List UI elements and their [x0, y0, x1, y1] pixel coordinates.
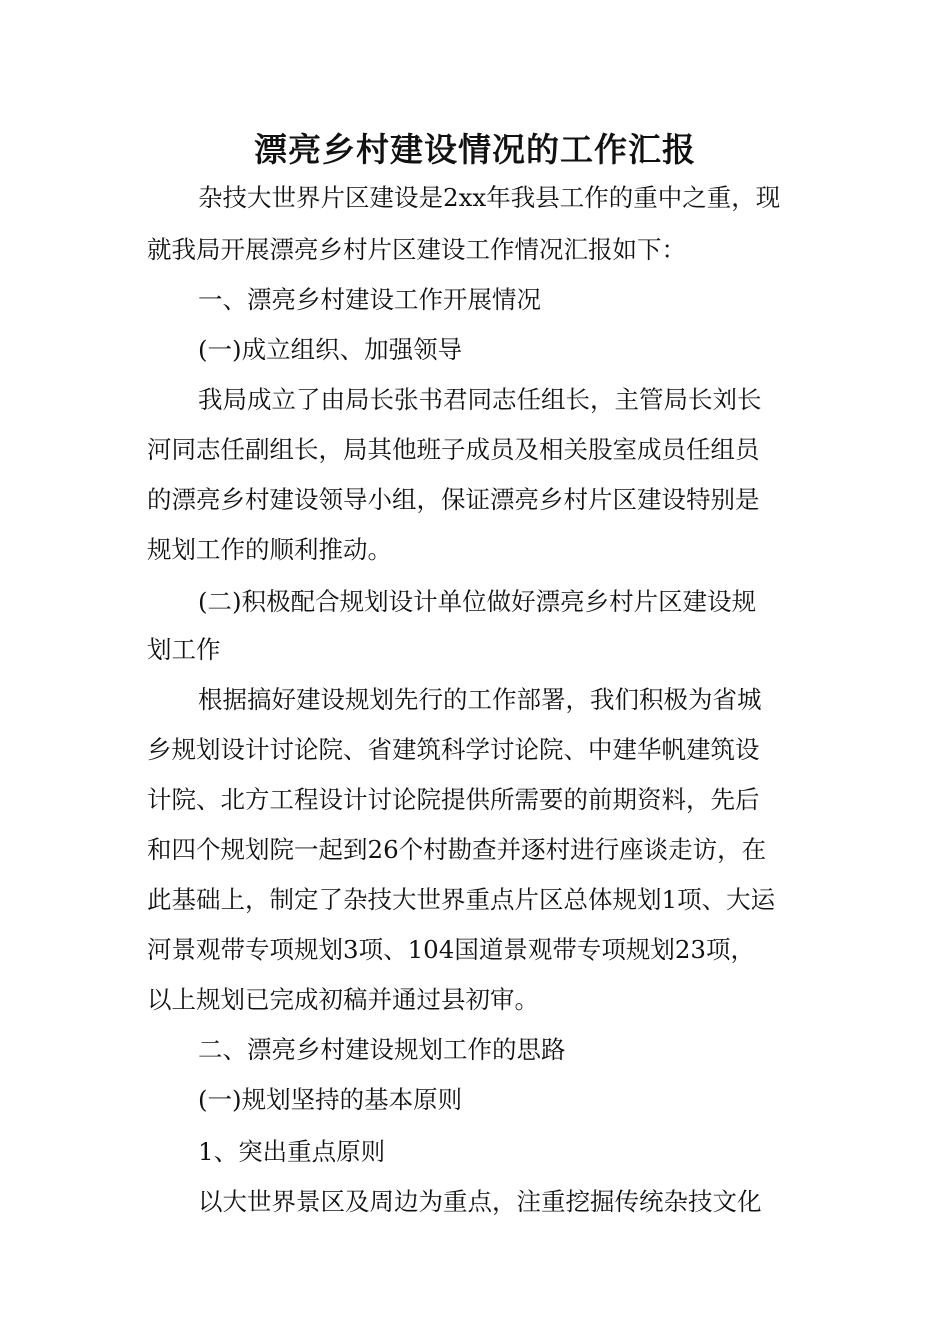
document-title: 漂亮乡村建设情况的工作汇报: [254, 130, 696, 169]
text-line: 根据搞好建设规划先行的工作部署，我们积极为省城: [198, 685, 762, 714]
text-line: 和四个规划院一起到26个村勘查并逐村进行座谈走访，在: [147, 835, 767, 864]
text-line: 规划工作的顺利推动。: [147, 535, 392, 564]
subsection-heading: (一)成立组织、加强领导: [198, 335, 463, 364]
text-line: 河同志任副组长，局其他班子成员及相关股室成员任组员: [147, 435, 760, 464]
subsection-heading: (一)规划坚持的基本原则: [198, 1085, 463, 1114]
text-line: 杂技大世界片区建设是2xx年我县工作的重中之重，现: [198, 183, 781, 212]
text-line: 河景观带专项规划3项、104国道景观带专项规划23项，: [147, 935, 756, 964]
text-line: 以上规划已完成初稿并通过县初审。: [147, 985, 539, 1014]
text-line: 的漂亮乡村建设领导小组，保证漂亮乡村片区建设特别是: [147, 485, 760, 514]
section-heading: 一、漂亮乡村建设工作开展情况: [198, 285, 541, 314]
text-line: 此基础上，制定了杂技大世界重点片区总体规划1项、大运: [147, 885, 776, 914]
text-line: 我局成立了由局长张书君同志任组长，主管局长刘长: [198, 385, 762, 414]
item-heading: 1、突出重点原则: [198, 1137, 386, 1166]
section-heading: 二、漂亮乡村建设规划工作的思路: [198, 1035, 566, 1064]
text-line: 乡规划设计讨论院、省建筑科学讨论院、中建华帆建筑设: [147, 735, 760, 764]
text-line: 计院、北方工程设计讨论院提供所需要的前期资料，先后: [147, 785, 760, 814]
subsection-heading: 划工作: [147, 635, 221, 664]
text-line: 就我局开展漂亮乡村片区建设工作情况汇报如下：: [147, 235, 686, 264]
subsection-heading: (二)积极配合规划设计单位做好漂亮乡村片区建设规: [198, 587, 757, 616]
text-line: 以大世界景区及周边为重点，注重挖掘传统杂技文化: [198, 1187, 762, 1216]
